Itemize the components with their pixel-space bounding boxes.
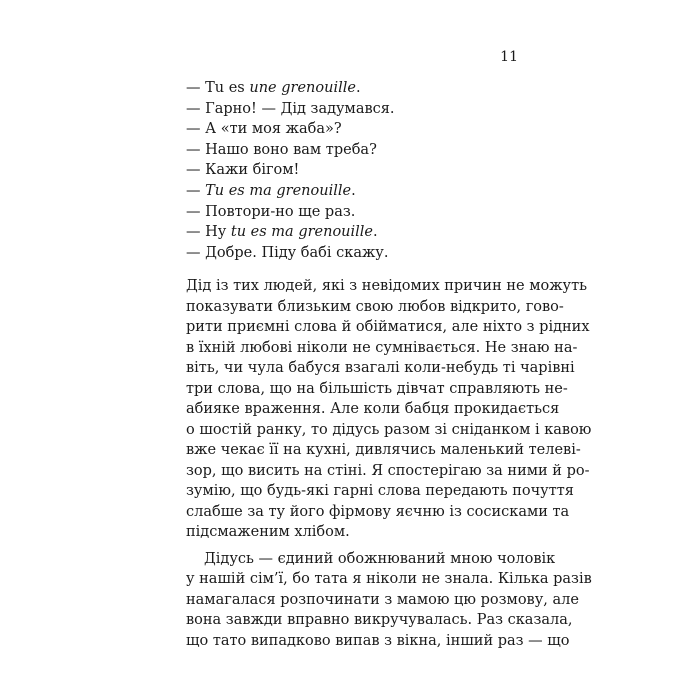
text-line: Дідусь — єдиний обожнюваний мною чоловік <box>204 550 556 567</box>
text-line: віть, чи чула бабуся взагалі коли-небудь ті чарівні <box>186 360 575 376</box>
text-line: підсмаженим хлібом. <box>186 524 350 540</box>
dialogue-line: — Гарно! — Дід задумався. <box>186 100 395 117</box>
text-line: три слова, що на більшість дівчат справляють не- <box>186 380 568 397</box>
text-line: показувати близьким свою любов відкрито, гово- <box>186 298 564 315</box>
text-line: слабше за ту його фірмову яєчню із сосисками та <box>186 503 570 520</box>
dialogue-line: — Повтори-но ще раз. <box>186 203 356 220</box>
paragraph-2 <box>186 549 592 652</box>
text-line: що тато випадково випав з вікна, інший раз — що <box>186 632 570 649</box>
text-line: абияке враження. Але коли бабця прокидається <box>186 401 560 417</box>
dialogue-line: — Нашо воно вам треба? <box>186 141 377 158</box>
dialogue-line: — Tu es ma grenouille. <box>186 182 356 199</box>
dialogue-block <box>186 78 526 263</box>
text-line: зумію, що будь-які гарні слова передають почуття <box>186 483 574 499</box>
page-number: 11 <box>500 49 518 65</box>
text-line: рити приємні слова й обійматися, але ніхто з рідних <box>186 319 590 335</box>
dialogue-line: — А «ти моя жаба»? <box>186 121 342 138</box>
dialogue-line: — Добре. Піду бабі скажу. <box>186 244 389 261</box>
text-line: в їхній любові ніколи не сумнівається. Не знаю на- <box>186 339 578 356</box>
dialogue-line: — Ну tu es ma grenouille. <box>186 224 378 241</box>
paragraph-1 <box>186 276 592 543</box>
text-line: вже чекає її на кухні, дивлячись маленький телеві- <box>186 442 581 458</box>
text-line: зор, що висить на стіні. Я спостерігаю за ними й ро- <box>186 462 590 479</box>
text-line: намагалася розпочинати з мамою цю розмову, але <box>186 591 579 608</box>
text-line: Дід із тих людей, які з невідомих причин не можуть <box>186 278 588 294</box>
text-line: о шостій ранку, то дідусь разом зі сніданком і кавою <box>186 421 592 438</box>
dialogue-line: — Tu es une grenouille. <box>186 80 361 96</box>
text-line: вона завжди вправно викручувалась. Раз сказала, <box>186 612 573 628</box>
body-text <box>186 276 592 651</box>
text-line: у нашій сім’ї, бо тата я ніколи не знала. Кілька разів <box>186 571 592 587</box>
dialogue-line: — Кажи бігом! <box>186 162 300 179</box>
